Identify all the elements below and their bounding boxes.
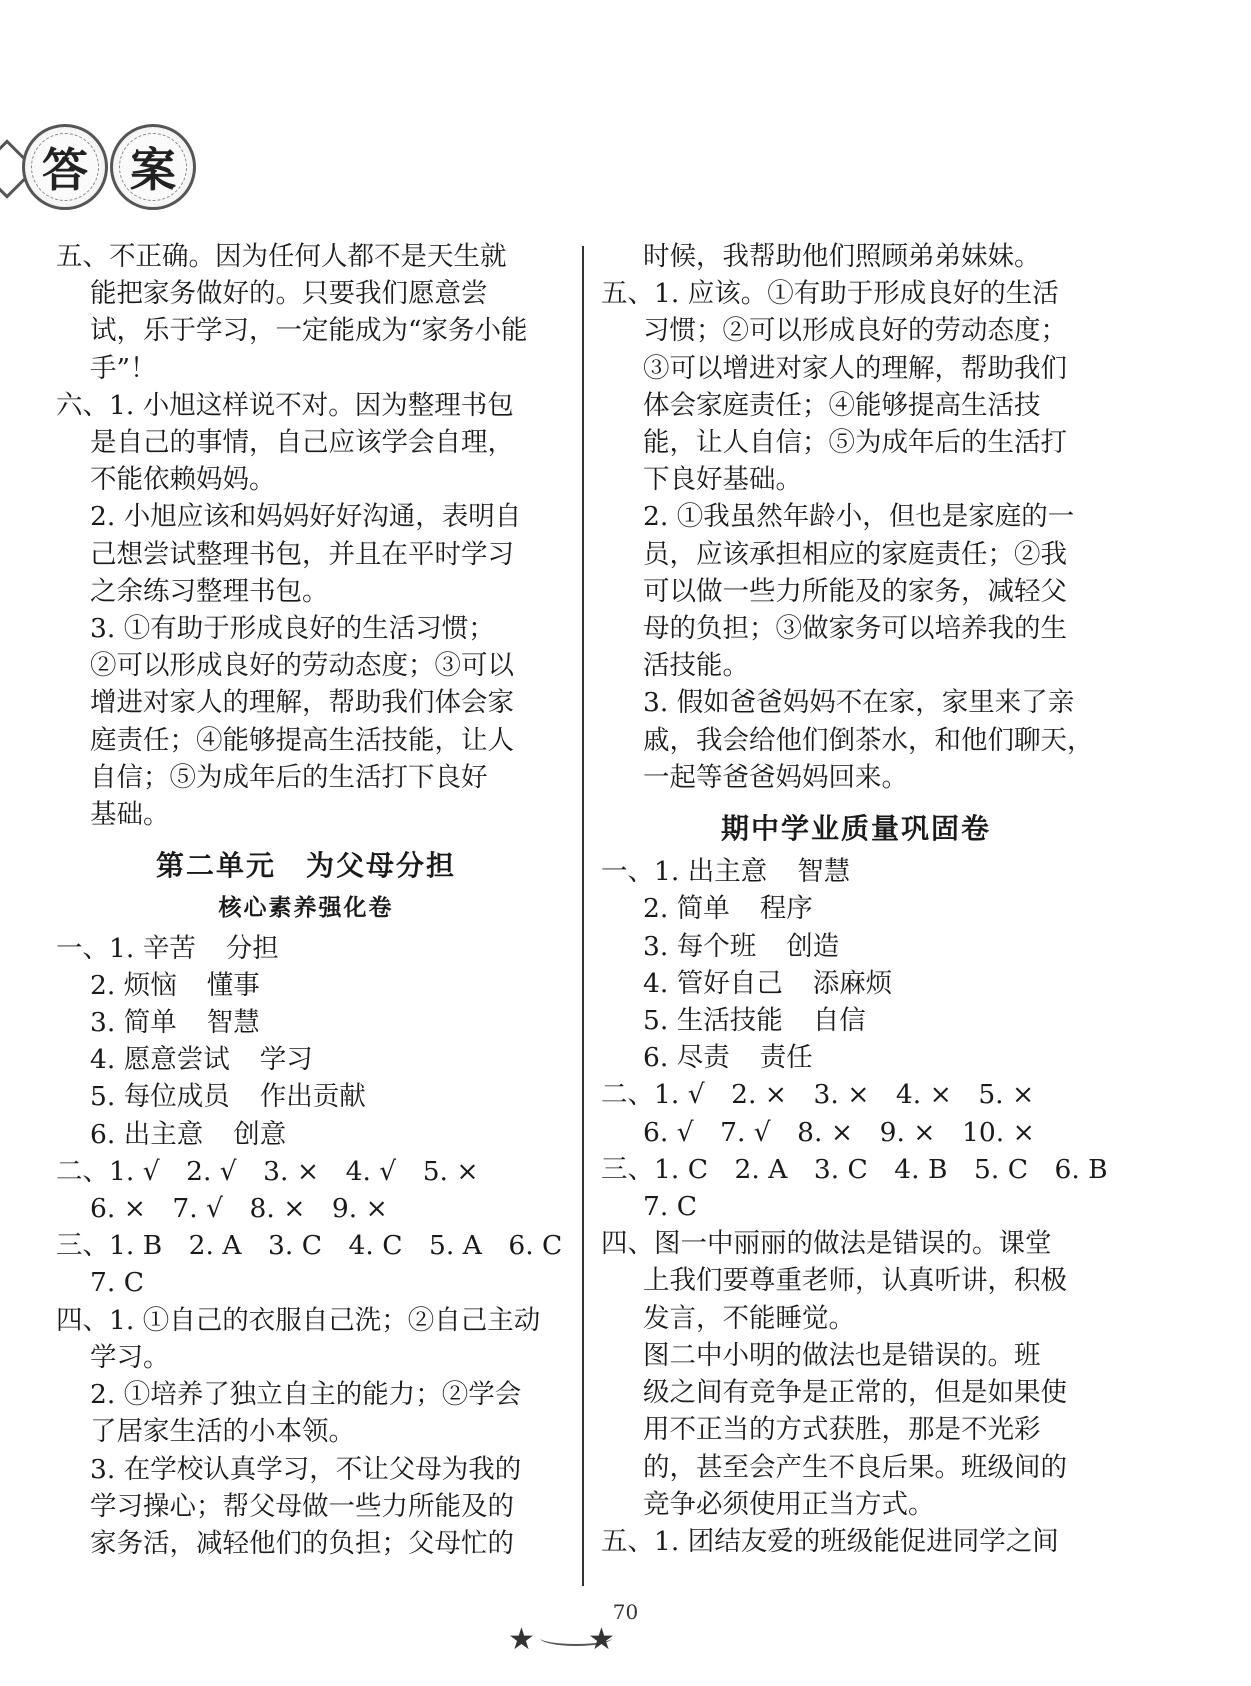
- page-number: 70: [612, 1600, 639, 1624]
- answer-line: 2. 简单 程序: [643, 893, 813, 925]
- text-line: 活技能。: [643, 650, 749, 682]
- text-line: 四、图一中丽丽的做法是错误的。课堂: [601, 1228, 1052, 1260]
- answer-line: 5. 生活技能 自信: [643, 1005, 866, 1037]
- text-line: 下良好基础。: [643, 464, 802, 496]
- text-line: 戚，我会给他们倒茶水，和他们聊天，: [643, 724, 1094, 756]
- text-line: 庭责任；④能够提高生活技能，让人: [90, 724, 514, 756]
- text-line: 手”！: [90, 352, 157, 384]
- text-line: 自信；⑤为成年后的生活打下良好: [90, 761, 488, 793]
- text-line: 发言，不能睡觉。: [643, 1302, 855, 1334]
- text-line: 竞争必须使用正当方式。: [643, 1488, 935, 1520]
- section-title: 核心素养强化卷: [218, 895, 394, 922]
- text-line: 3. 假如爸爸妈妈不在家，家里来了亲: [643, 687, 1075, 719]
- text-line: 之余练习整理书包。: [90, 575, 329, 607]
- text-line: 习惯；②可以形成良好的劳动态度；: [643, 315, 1067, 347]
- text-line: 学习。: [90, 1341, 170, 1373]
- answer-line: 6. × 7. √ 8. × 9. ×: [90, 1193, 388, 1225]
- left-column: [56, 238, 563, 1562]
- text-line: 上我们要尊重老师，认真听讲，积极: [643, 1265, 1067, 1297]
- text-line: 五、不正确。因为任何人都不是天生就: [56, 241, 507, 272]
- text-line: 五、1. 应该。①有助于形成良好的生活: [601, 278, 1059, 310]
- answer-line: 4. 管好自己 添麻烦: [643, 967, 893, 999]
- text-line: 员，应该承担相应的家庭责任；②我: [643, 538, 1067, 570]
- text-line: 四、1. ①自己的衣服自己洗；②自己主动: [56, 1304, 541, 1336]
- answer-line: 3. 简单 智慧: [90, 1007, 260, 1039]
- text-line: 己想尝试整理书包，并且在平时学习: [90, 538, 514, 570]
- text-line: 2. 小旭应该和妈妈好好沟通，表明自: [90, 501, 522, 533]
- answer-line: 三、1. B 2. A 3. C 4. C 5. A 6. C: [56, 1230, 563, 1262]
- text-line: 3. ①有助于形成良好的生活习惯；: [90, 613, 495, 645]
- text-line: 学习操心；帮父母做一些力所能及的: [90, 1490, 514, 1522]
- answer-line: 6. √ 7. √ 8. × 9. × 10. ×: [643, 1116, 1035, 1148]
- text-line: 六、1. 小旭这样说不对。因为整理书包: [56, 389, 514, 421]
- text-line: 可以做一些力所能及的家务，减轻父: [643, 575, 1067, 607]
- text-line: ③可以增进对家人的理解，帮助我们: [643, 352, 1067, 384]
- answer-line: 一、1. 出主意 智慧: [601, 856, 851, 888]
- text-line: 一起等爸爸妈妈回来。: [643, 761, 908, 793]
- page-footer: [0, 1600, 1251, 1660]
- text-line: 不能依赖妈妈。: [90, 464, 276, 496]
- answer-line: 三、1. C 2. A 3. C 4. B 5. C 6. B: [601, 1153, 1108, 1185]
- text-line: 是自己的事情，自己应该学会自理，: [90, 427, 514, 459]
- text-line: 3. 在学校认真学习，不让父母为我的: [90, 1453, 522, 1485]
- answer-line: 6. 出主意 创意: [90, 1118, 287, 1150]
- answer-badge-2: [110, 124, 196, 210]
- text-line: 基础。: [90, 799, 170, 831]
- answer-header: [0, 118, 260, 218]
- answer-line: 6. 尽责 责任: [643, 1042, 813, 1074]
- badge-char-1: 答: [42, 143, 88, 197]
- text-line: 增进对家人的理解，帮助我们体会家: [90, 687, 514, 719]
- text-line: 体会家庭责任；④能够提高生活技: [643, 389, 1041, 421]
- answer-line: 2. 烦恼 懂事: [90, 969, 260, 1001]
- column-divider: [582, 246, 584, 1586]
- answer-line: 一、1. 辛苦 分担: [56, 932, 279, 964]
- star-icon: ★: [588, 1622, 615, 1657]
- answer-line: 3. 每个班 创造: [643, 930, 840, 962]
- text-line: 母的负担；③做家务可以培养我的生: [643, 613, 1067, 645]
- right-column: [601, 238, 1111, 1560]
- text-line: 2. ①我虽然年龄小，但也是家庭的一: [643, 501, 1075, 533]
- answer-line: 二、1. √ 2. √ 3. × 4. √ 5. ×: [56, 1155, 479, 1187]
- answer-badge-1: [22, 124, 108, 210]
- answer-line: 二、1. √ 2. × 3. × 4. × 5. ×: [601, 1079, 1035, 1111]
- answer-line: 4. 愿意尝试 学习: [90, 1044, 313, 1076]
- answer-line: 7. C: [643, 1191, 697, 1223]
- section-title: 期中学业质量巩固卷: [720, 812, 991, 846]
- text-line: 图二中小明的做法也是错误的。班: [643, 1339, 1041, 1371]
- answer-line: 7. C: [90, 1267, 144, 1299]
- star-icon: ★: [508, 1622, 535, 1657]
- text-line: 的，甚至会产生不良后果。班级间的: [643, 1451, 1067, 1483]
- answer-line: 5. 每位成员 作出贡献: [90, 1081, 366, 1113]
- text-line: 家务活，减轻他们的负担；父母忙的: [90, 1527, 514, 1559]
- text-line: 级之间有竞争是正常的，但是如果使: [643, 1377, 1067, 1409]
- text-line: 2. ①培养了独立自主的能力；②学会: [90, 1379, 522, 1411]
- footer-ornament: [0, 1620, 1251, 1660]
- text-line: 五、1. 团结友爱的班级能促进同学之间: [601, 1525, 1059, 1557]
- text-line: ②可以形成良好的劳动态度；③可以: [90, 650, 514, 682]
- text-line: 试，乐于学习，一定能成为“家务小能: [90, 315, 528, 347]
- text-line: 时候，我帮助他们照顾弟弟妹妹。: [643, 241, 1041, 272]
- text-line: 能，让人自信；⑤为成年后的生活打: [643, 427, 1067, 459]
- text-line: 能把家务做好的。只要我们愿意尝: [90, 278, 488, 310]
- text-line: 用不正当的方式获胜，那是不光彩: [643, 1414, 1041, 1446]
- text-line: 了居家生活的小本领。: [90, 1416, 355, 1448]
- unit-title: 第二单元 为父母分担: [155, 849, 456, 883]
- badge-char-2: 案: [130, 143, 176, 197]
